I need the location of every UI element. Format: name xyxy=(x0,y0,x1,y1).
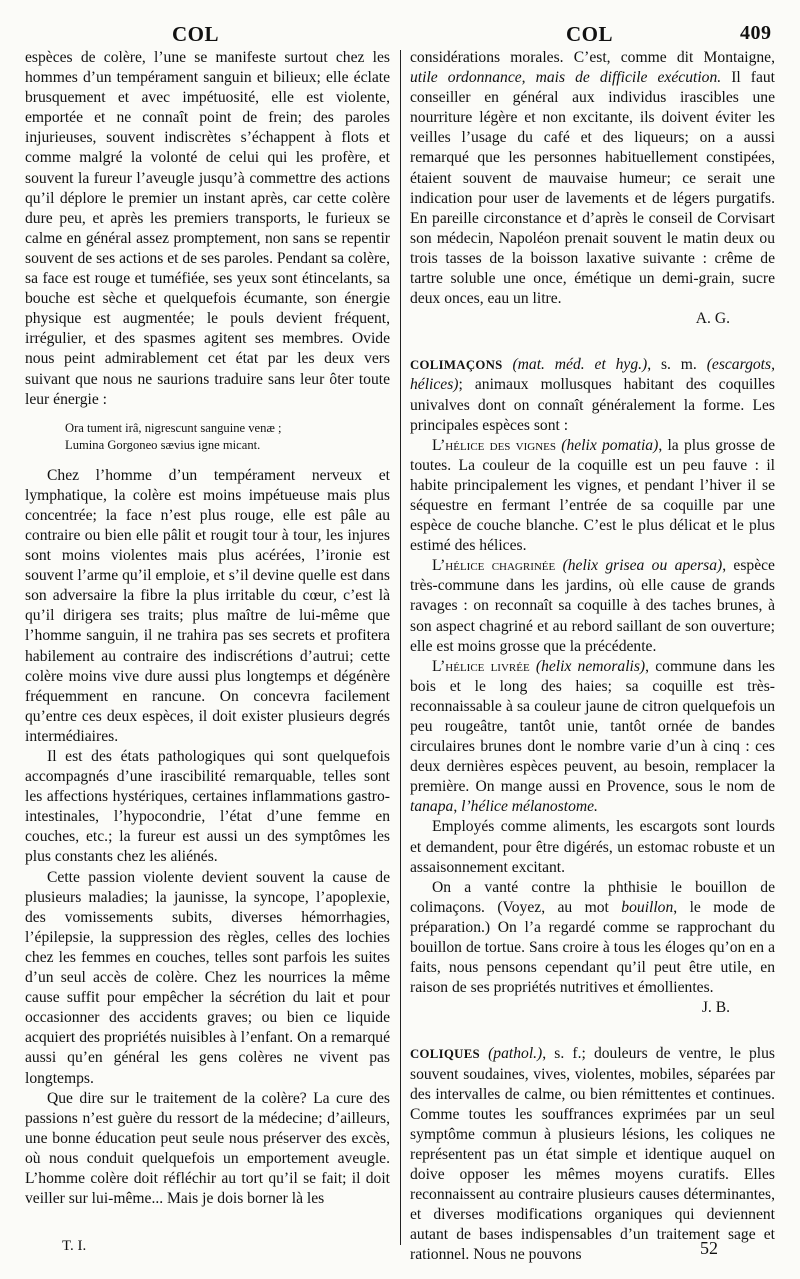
headword-colimacons: COLIMAÇONS xyxy=(410,358,503,373)
paragraph-colere-types: espèces de colère, l’une se manifeste surtout chez les hommes d’un tempérament sanguin et bilieux; elle éclate brusquement et avec impétuosité, elle est violente, emportée et ne connaît point de frein; des paroles injurieuses, souvent indiscrètes s’échappent à flots et comme malgré la volonté de celui qui les profère, et souvent la fureur l’aveugle jusqu’à commettre des actions qu’il déplore le premier un instant après, car cette colère dure peu, et après les premiers transports, le furieux se calme en général assez promptement, non sans se repentir souvent de ses actions et de ses paroles. Pendant sa colère, sa face est rouge et tuméfiée, ses yeux sont étincelants, sa bouche est sèche et quelquefois écumante, son énergie physique est augmentée; le pouls devient fréquent, irrégulier, et des spasmes agitent ses membres. Ovide nous peint admirablement cet état par les deux vers suivant que nous ne saurions traduire sans leur ôter toute leur énergie : xyxy=(25,49,390,408)
quote-line-1: Ora tument irâ, nigrescunt sanguine venæ ; xyxy=(65,420,282,435)
quote-line-2: Lumina Gorgoneo sævius igne micant. xyxy=(65,437,261,452)
paragraph-pathologiques: Il est des états pathologiques qui sont quelquefois accompagnés d’une irascibilité remarquable, telles sont les affections hystériques, certaines inflammations gastro-intestinales, l’hypocondrie, l’état d’une femme en couches, etc.; la fureur est aussi un des symptômes les plus constants chez les aliénés. xyxy=(25,748,390,866)
paragraph-phthisie: On a vanté contre la phthisie le bouillon de colimaçons. (Voyez, au mot bouillon, le mode de préparation.) On l’a regardé comme se rapprochant du bouillon de tortue. Sans croire à tous les éloges qu’on en a faits, nous pensons cependant qu’il peut être utile, en raison de ses propriétés nutritives et émollientes. xyxy=(410,878,776,997)
left-column xyxy=(25,48,390,1248)
volume-mark: T. I. xyxy=(62,1238,87,1254)
paragraph-nerveux: Chez l’homme d’un tempérament nerveux et lymphatique, la colère est moins impétueuse mais plus concentrée; la face n’est plus rouge, elle est pâle au contraire ou bien elle pâlit et rougit tour à tour, les injures sont moins violentes mais plus acérées, l’ironie est souvent l’arme qu’il emploie, et s’il devine quelle est dans son adversaire la fibre la plus irritable du cœur, c’est là qu’il dirigera ses traits; plus maître de lui-même que l’homme sanguin, il ne trahira pas ses secrets et profitera habilement au contraire des indiscrétions d’autrui; cette colère moins vive dure aussi plus longtemps et dégénère fréquemment en rancune. On concevra facilement qu’entre ces deux espèces, il doit exister plusieurs degrés intermédiaires. xyxy=(25,466,390,745)
page-number: 409 xyxy=(740,22,772,44)
signature-mark: 52 xyxy=(700,1238,718,1258)
entry-colimacons: COLIMAÇONS (mat. méd. et hyg.), s. m. (escargots, hélices); animaux mollusques habitant des coquilles univalves dont on connaît généralement la forme. Les principales espèces sont : xyxy=(410,356,775,434)
signature-ag: A. G. xyxy=(695,310,730,328)
column-rule xyxy=(400,50,401,1245)
paragraph-maladies: Cette passion violente devient souvent la cause de plusieurs maladies; la jaunisse, la syncope, l’apoplexie, des vomissements subits, diverses hémorrhagies, l’épilepsie, la suppression des règles, celles des lochies chez les femmes en couches, telles sont parfois les suites d’un seul accès de colère. Chez les nourrices la même cause suffit pour empêcher la sécrétion du lait et pour occasionner des accidents graves; ou bien ce liquide acquiert des propriétés nuisibles à l’enfant. On a remarqué aussi qu’en général les gens colères ne vivent pas longtemps. xyxy=(25,868,390,1087)
species-helice-chagrinee: L’hélice chagrinée (helix grisea ou apersa), espèce très-commune dans les jardins, où elle cause de grands ravages : on reconnaît sa coquille à des taches brunes, à son aspect chagriné et au rebord saillant de son ouverture; elle est moins grosse que la précédente. xyxy=(410,557,775,655)
running-head-left: COL xyxy=(172,22,220,46)
species-helice-vignes: L’hélice des vignes (helix pomatia), la plus grosse de toutes. La couleur de la coquille est un peu fauve : il habite principalement les vignes, et pendant l’hiver il se séquestre en fermant l’entrée de sa coquille par une espèce de couche blanche. C’est le plus délicat et le plus estimé des hélices. xyxy=(410,436,776,555)
ovid-quote xyxy=(65,420,390,454)
headword-coliques: COLIQUES xyxy=(410,1047,480,1062)
signature-jb: J. B. xyxy=(701,999,730,1017)
right-column xyxy=(410,48,776,1264)
paragraph-considerations: considérations morales. C’est, comme dit Montaigne, utile ordonnance, mais de difficile exécution. Il faut conseiller en général aux individus irascibles une nourriture légère et non excitante, ils doivent éviter les veilles l’usage du café et des liqueurs; on a aussi remarqué que les personnes habituellement constipées, étaient souvent de mauvaise humeur; ce serait une indication pour user de lavements et de légers purgatifs. En pareille circonstance et d’après le conseil de Corvisart son médecin, Napoléon prenait souvent le matin deux ou trois tasses de la boisson laxative suivante : crême de tartre soluble une once, émétique un demi-grain, sucre deux onces, eau un litre. xyxy=(410,49,775,308)
entry-coliques: COLIQUES (pathol.), s. f.; douleurs de ventre, le plus souvent soudaines, vives, violentes, mobiles, séparées par des intervalles de calme, ou bien rémittentes et continues. Comme toutes les souffrances exprimées par un seul symptôme commun à plusieurs lésions, les coliques ne représentent pas un état simple et identique auquel on doive opposer les mêmes moyens curatifs. Elles reconnaissent au contraire plusieurs causes déterminantes, et diverses modifications organiques qui deviennent autant de bases indispensables d’un traitement sage et rationnel. Nous ne pouvons xyxy=(410,1045,775,1264)
paragraph-traitement: Que dire sur le traitement de la colère? La cure des passions n’est guère du ressort de la médecine; d’ailleurs, une bonne éducation peut seule nous préserver des excès, où nous conduit quelquefois un emportement aveugle. L’homme colère doit réfléchir au tort qu’il se fait; il doit veiller sur lui-même... Mais je dois borner là les xyxy=(25,1089,390,1208)
paragraph-aliments: Employés comme aliments, les escargots sont lourds et demandent, pour être digérés, un estomac robuste et un assaisonnement excitant. xyxy=(410,818,775,876)
species-helice-livree: L’hélice livrée (helix nemoralis), commune dans les bois et le long des haies; sa coquille est très-reconnaissable à sa couleur jaune de citron quelquefois un peu rougeâtre, tantôt unie, tantôt ornée de bandes circulaires brunes dont le nombre varie d’un à cinq : ces deux dernières espèces peuvent, au besoin, remplacer la première. On mange aussi en Provence, sous le nom de tanapa, l’hélice mélanostome. xyxy=(410,657,775,816)
running-head-right: COL xyxy=(566,22,614,46)
